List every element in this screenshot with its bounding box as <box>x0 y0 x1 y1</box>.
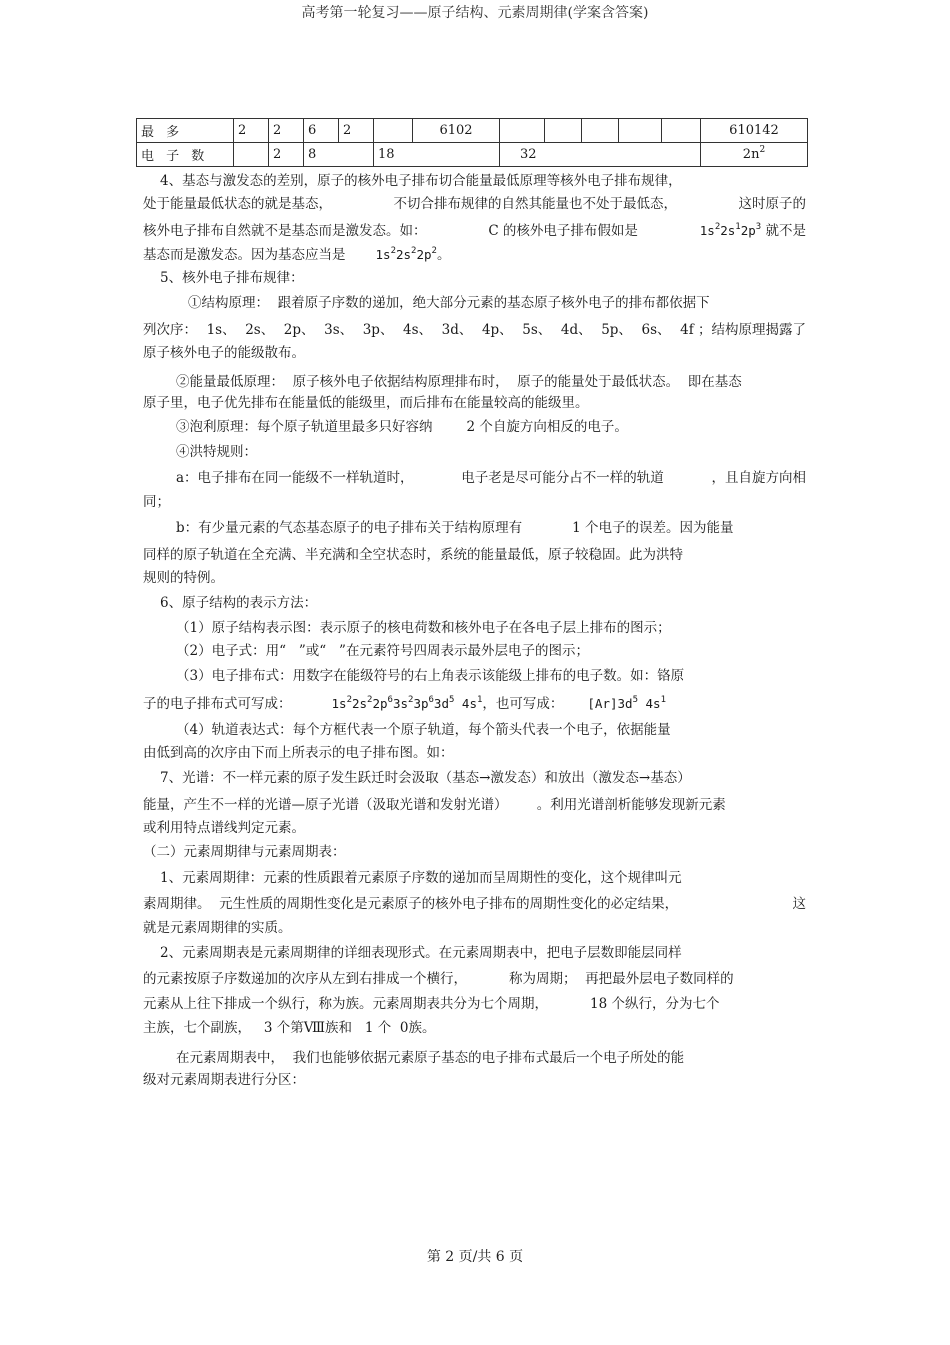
orbital-item: 5p、 <box>601 322 632 338</box>
paragraph-line: （3）电子排布式：用数字在能级符号的右上角表示该能级上排布的电子数。如：铬原 <box>176 668 685 684</box>
orbital-term: 3s <box>392 696 409 711</box>
electron-config: $1s^22s^12p^3$ 就不是 <box>699 222 806 239</box>
section-title: 5、核外电子排布规律： <box>160 270 304 286</box>
paragraph-line: 1、元素周期律：元素的性质跟着元素原子序数的递加而呈周期性的变化，这个规律叫元 <box>160 870 682 886</box>
paragraph-line: 元素从上往下排成一个纵行，称为族。元素周期表共分为七个周期， 18 个纵行，分为七个 <box>143 996 720 1012</box>
orbital-item: 4d、 <box>560 322 592 338</box>
paragraph-line: 在元素周期表中， 我们也能够依据元素原子基态的电子排布式最后一个电子所处的能 <box>176 1050 685 1066</box>
orbital-item: 2p、 <box>283 322 315 338</box>
orbital-term: 3p <box>413 696 429 711</box>
table-cell: 2 <box>234 119 269 143</box>
paragraph-line: 原子核外电子的能级散布。 <box>143 345 305 361</box>
table-cell: 2 <box>269 143 304 167</box>
paragraph-line: （4）轨道表达式：每个方框代表一个原子轨道，每个箭头代表一个电子，依据能量 <box>176 722 671 738</box>
table-cell: 8 <box>304 143 374 167</box>
paragraph-line: 同样的原子轨道在全充满、半充满和全空状态时，系统的能量最低，原子较稳固。此为洪特 <box>143 547 683 563</box>
orbital-term: 3d <box>433 696 449 711</box>
table-cell: 6 <box>304 119 339 143</box>
paragraph-line: 基态而是激发态。因为基态应当是 $1s^22s^22p^2$。 <box>143 246 451 263</box>
orbital-item: 列次序： <box>143 322 197 338</box>
paragraph-line: a：电子排布在同一能级不一样轨道时， 电子老是尽可能分占不一样的轨道 ，且自旋方向相 <box>176 470 806 486</box>
orbital-count: 6 <box>428 695 434 705</box>
orbital-count: 2 <box>367 695 373 705</box>
table-cell <box>500 119 545 143</box>
orbital-item: 1s、 <box>206 322 236 338</box>
electron-table <box>136 118 808 167</box>
table-cell: 2 <box>339 119 374 143</box>
paragraph-line: 4、基态与激发态的差别，原子的核外电子排布切合能量最低原理等核外电子排布规律， <box>160 173 682 189</box>
paragraph-line: 的元素按原子序数递加的次序从左到右排成一个横行， 称为周期； 再把最外层电子数同样的 <box>143 971 734 987</box>
paragraph-line: 规则的特例。 <box>143 570 224 586</box>
table-cell <box>662 119 701 143</box>
paragraph-line: 7、光谱：不一样元素的原子发生跃迁时会汲取（基态→激发态）和放出（激发态→基态） <box>160 770 691 786</box>
orbital-item: 3d、 <box>441 322 473 338</box>
row-label: 最 多 <box>137 119 234 143</box>
orbital-term: 2s <box>351 696 368 711</box>
paragraph-line: ①结构原理： 跟着原子序数的递加，绝大部分元素的基态原子核外电子的排布都依据下 <box>188 295 710 311</box>
paragraph-line: 主族，七个副族， 3 个第Ⅷ族和 1 个 0族。 <box>143 1020 436 1036</box>
table-cell <box>545 119 582 143</box>
orbital-item: 6s、 <box>641 322 671 338</box>
table-row <box>137 119 808 143</box>
orbital-term: 4s <box>454 696 477 711</box>
table-cell: $2n^2$ <box>701 143 808 167</box>
orbital-term: 2p <box>372 696 388 711</box>
paragraph-line: 素周期律。 元生性质的周期性变化是元素原子的核外电子排布的周期性变化的必定结果， 这 <box>143 896 806 912</box>
table-cell: 610142 <box>701 119 808 143</box>
paragraph-line: 2、元素周期表是元素周期律的详细表现形式。在元素周期表中，把电子层数即能层同样 <box>160 945 682 961</box>
paragraph-line: ②能量最低原理： 原子核外电子依据结构原理排布时， 原子的能量处于最低状态。 即在基态 <box>176 374 742 390</box>
paragraph-line: 级对元素周期表进行分区： <box>143 1072 305 1088</box>
orbital-count: 2 <box>408 695 414 705</box>
paragraph-line <box>143 320 806 340</box>
table-row <box>137 143 808 167</box>
paragraph-line: 就是元素周期律的实质。 <box>143 920 292 936</box>
orbital-count: 1 <box>476 695 483 705</box>
table-cell <box>582 119 619 143</box>
paragraph-line: （2）电子式：用“ ”或“ ”在元素符号四周表示最外层电子的图示； <box>176 643 589 659</box>
table-cell: 32 <box>500 143 701 167</box>
electron-config <box>332 696 483 711</box>
orbital-item: 4s、 <box>403 322 433 338</box>
paragraph-line: （1）原子结构表示图：表示原子的核电荷数和核外电子在各电子层上排布的图示； <box>176 620 671 636</box>
paragraph-line: 同； <box>143 494 170 510</box>
orbital-term: 1s <box>331 696 347 711</box>
paragraph-line: b：有少量元素的气态基态原子的电子排布关于结构原理有 1 个电子的误差。因为能量 <box>176 520 734 536</box>
paragraph-line: 核外电子排布自然就不是基态而是激发态。如： C 的核外电子排布假如是 $1s^22s^12p^3$ 就不是 <box>143 222 806 239</box>
orbital-count: 5 <box>448 695 455 705</box>
orbital-item: 5s、 <box>522 322 552 338</box>
paragraph-line: ③泡利原理：每个原子轨道里最多只好容纳 2 个自旋方向相反的电子。 <box>176 419 628 435</box>
orbital-item: 4f ；结构原理揭露了 <box>680 322 806 338</box>
paragraph-line: 能量，产生不一样的光谱—原子光谱（汲取光谱和发射光谱） 。利用光谱剖析能够发现新元素 <box>143 797 726 813</box>
section-title: （二）元素周期律与元素周期表： <box>143 844 346 860</box>
paragraph-line: 子的电子排布式可写成： $1s^22s^22p^63s^23p^63d^5$ $4s^1$，也可写成： $[Ar]3d^5$ $4s^1$ <box>143 695 666 712</box>
paragraph-line: 由低到高的次序由下而上所表示的电子排布图。如： <box>143 745 454 761</box>
paragraph-line: ④洪特规则： <box>176 444 257 460</box>
orbital-item: 4p、 <box>481 322 513 338</box>
orbital-item: 3p、 <box>362 322 394 338</box>
orbital-item: 2s、 <box>245 322 275 338</box>
table-cell <box>374 119 413 143</box>
paragraph-line: 处于能量最低状态的就是基态， 不切合排布规律的自然其能量也不处于最低态， 这时原子的 <box>143 196 806 212</box>
page-header: 高考第一轮复习——原子结构、元素周期律(学案含答案) <box>301 5 649 21</box>
table-cell: 2 <box>269 119 304 143</box>
paragraph-line: 或利用特点谱线判定元素。 <box>143 820 305 836</box>
section-title: 6、原子结构的表示方法： <box>160 595 318 611</box>
electron-config: $1s^22s^22p^2$ <box>375 246 437 262</box>
row-label: 电 子 数 <box>137 143 234 167</box>
table-cell <box>619 119 662 143</box>
paragraph-line: 原子里，电子优先排布在能量低的能级里，而后排布在能量较高的能级里。 <box>143 395 589 411</box>
electron-config: $[Ar]3d^5$ $4s^1$ <box>587 695 666 711</box>
orbital-count: 2 <box>346 695 352 705</box>
orbital-count: 6 <box>387 695 393 705</box>
table-cell <box>234 143 269 167</box>
table-cell: 6102 <box>413 119 500 143</box>
page-footer: 第 2 页/共 6 页 <box>426 1249 524 1265</box>
table-cell: 18 <box>374 143 500 167</box>
orbital-item: 3s、 <box>324 322 354 338</box>
